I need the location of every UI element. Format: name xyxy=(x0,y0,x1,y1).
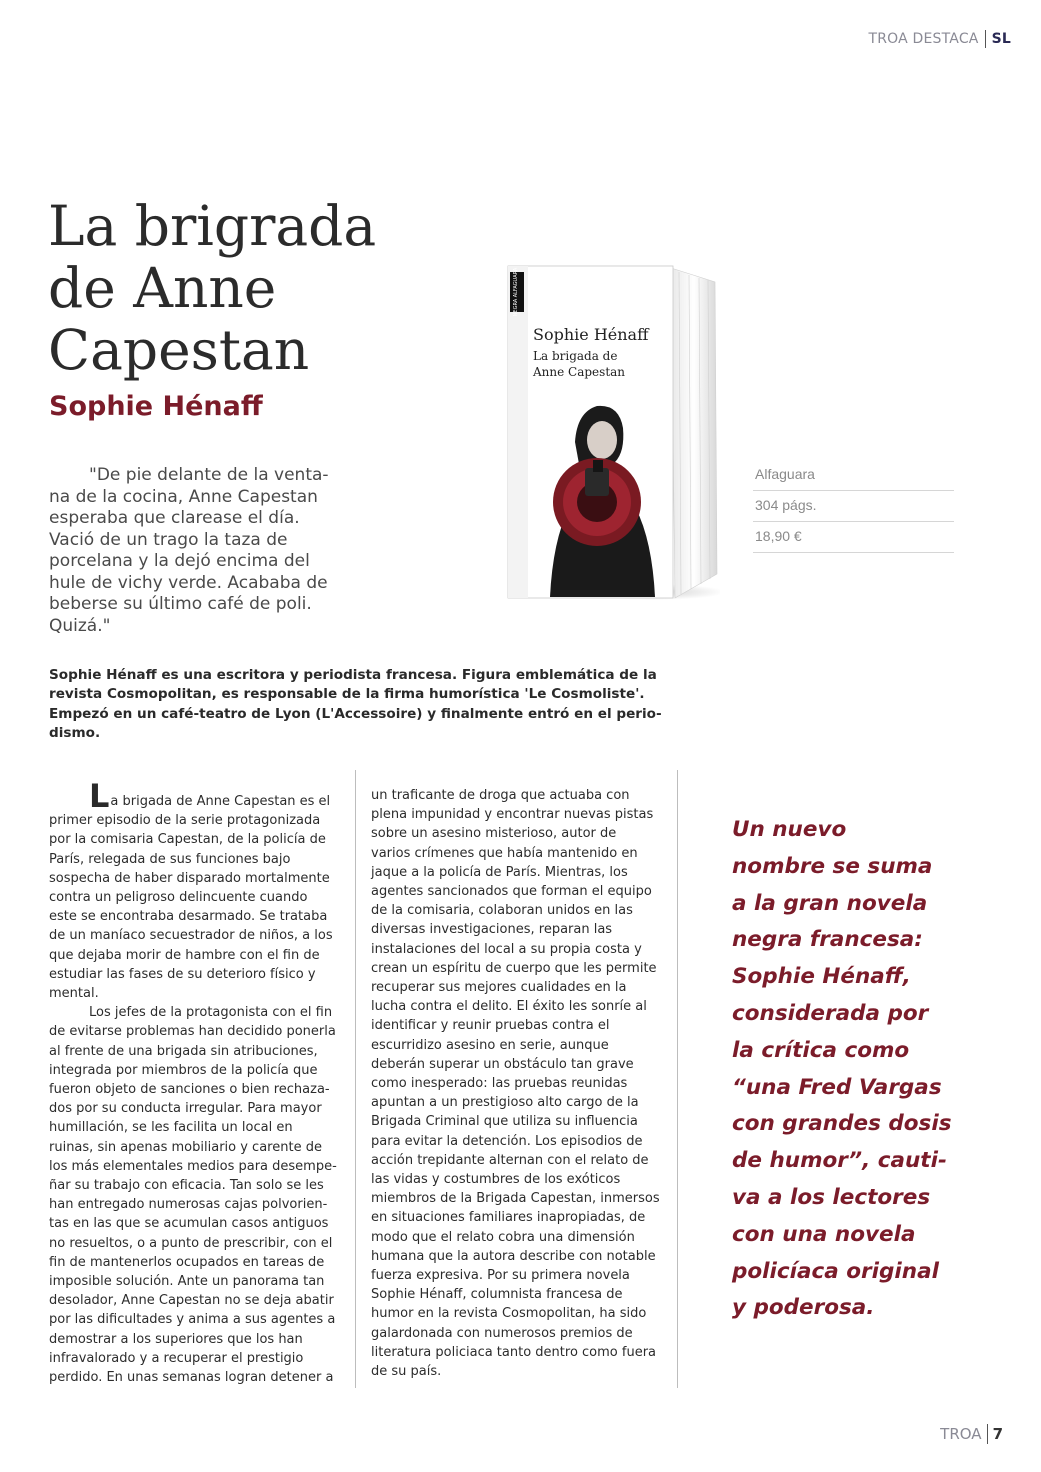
body-column-2 xyxy=(371,786,671,1381)
quote-line: Quizá." xyxy=(49,615,111,636)
cover-title-line: Anne Capestan xyxy=(533,365,626,379)
detail-publisher: Alfaguara xyxy=(753,460,954,491)
running-header xyxy=(868,30,1011,48)
body-line: fin de mantenerlos ocupados en tareas de xyxy=(49,1254,325,1270)
body-line: mental. xyxy=(49,986,99,1002)
body-line: no resueltos, o a punto de prescribir, con el xyxy=(49,1235,333,1251)
pull-quote-line: negra francesa: xyxy=(732,927,923,953)
body-line: de un maníaco secuestrador de niños, a los xyxy=(49,928,333,944)
body-line: sospecha de haber disparado mortalmente xyxy=(49,870,330,886)
quote-line: "De pie delante de la venta- xyxy=(89,465,329,485)
title-line: Capestan xyxy=(48,318,310,382)
body-line: los más elementales medios para desempe- xyxy=(49,1158,337,1174)
body-line: humana que la autora describe con notable xyxy=(371,1248,656,1264)
drop-cap: L xyxy=(89,777,110,815)
body-line: de evitarse problemas han decidido ponerla xyxy=(49,1024,336,1040)
pull-quote-line: “una Fred Vargas xyxy=(732,1074,942,1100)
book-details xyxy=(753,460,954,553)
body-line: identificar y reunir pruebas contra el xyxy=(371,1018,610,1034)
title-line: de Anne xyxy=(48,256,277,320)
pull-quote-line: nombre se suma xyxy=(732,853,933,879)
book-pages xyxy=(671,268,717,598)
body-line: miembros de la Brigada Capestan, inmersos xyxy=(371,1191,660,1207)
body-line: recuperar sus mejores cualidades en la xyxy=(371,980,627,996)
pull-quote-line: la crítica como xyxy=(732,1037,910,1063)
pull-quote-line: a la gran novela xyxy=(732,890,928,916)
quote-line: hule de vichy verde. Acababa de xyxy=(49,572,328,593)
page-footer xyxy=(940,1424,1003,1444)
body-line: han entregado numerosas cajas polvorien- xyxy=(49,1197,328,1213)
body-line: humor en la revista Cosmopolitan, ha sido xyxy=(371,1306,647,1322)
body-line: modo que el relato cobra una dimensión xyxy=(371,1229,635,1245)
body-line: fueron objeto de sanciones o bien rechaza- xyxy=(49,1082,330,1098)
book-cover-image xyxy=(505,262,720,602)
body-line: humillación, se les facilita un local en xyxy=(49,1120,293,1136)
body-line: las vidas y costumbres de los exóticos xyxy=(371,1172,621,1188)
body-line: ñar su trabajo con eficacia. Tan solo se les xyxy=(49,1178,324,1194)
footer-divider xyxy=(987,1424,988,1444)
body-line: integrada por miembros de la policía que xyxy=(49,1062,318,1078)
body-line: agentes sancionados que forman el equipo xyxy=(371,884,652,900)
body-line: por las dificultades y anima a sus agentes a xyxy=(49,1312,336,1328)
pull-quote-line: con una novela xyxy=(732,1221,916,1247)
pull-quote-line: policíaca original xyxy=(732,1258,939,1284)
series-label: NEGRA ALFAGUARA xyxy=(513,267,519,317)
body-line: que dejaba morir de hambre con el fin de xyxy=(49,947,320,963)
body-line: este se encontraba desarmado. Se trataba xyxy=(49,909,328,925)
column-rule xyxy=(677,770,678,1388)
body-line: escurridizo asesino en serie, aunque xyxy=(371,1037,609,1053)
section-code: SL xyxy=(991,31,1011,47)
pull-quote-line: Sophie Hénaff, xyxy=(732,964,911,990)
body-first-line: La brigada de Anne Capestan es el xyxy=(89,777,331,815)
detail-pages: 304 págs. xyxy=(753,491,954,522)
body-line: de la comisaria, colaboran unidos en las xyxy=(371,903,633,919)
bio-name: Sophie Hénaff xyxy=(49,667,157,683)
section-label: TROA DESTACA xyxy=(868,31,979,47)
pull-quote-line: Un nuevo xyxy=(732,817,847,842)
bio-line xyxy=(49,666,669,685)
body-line: por la comisaria Capestan, de la policía de xyxy=(49,832,326,848)
body-line: un traficante de droga que actuaba con xyxy=(371,788,630,803)
body-line: acción trepidante alternan con el relato de xyxy=(371,1152,649,1168)
body-line: sobre un asesino misterioso, autor de xyxy=(371,826,617,842)
quote-line: Vació de un trago la taza de xyxy=(49,529,288,550)
pull-quote-line: considerada por xyxy=(732,1000,929,1026)
body-line: tas en las que se acumulan casos antiguos xyxy=(49,1216,329,1232)
page-number: 7 xyxy=(992,1425,1003,1443)
body-line: demostrar a los superiores que los han xyxy=(49,1331,303,1347)
body-column-1 xyxy=(49,777,349,1387)
pull-quote xyxy=(732,812,962,1327)
body-line: París, relegada de sus funciones bajo xyxy=(49,851,291,867)
body-line: primer episodio de la serie protagonizada xyxy=(49,813,321,829)
body-line: plena impunidad y encontrar nuevas pistas xyxy=(371,807,654,823)
figure-face xyxy=(587,421,617,459)
body-line: en situaciones familiares inapropiadas, de xyxy=(371,1210,646,1226)
quote-line: porcelana y la dejó encima del xyxy=(49,551,310,571)
column-rule xyxy=(355,770,356,1388)
title-line: La brigrada xyxy=(48,194,377,258)
opening-quote xyxy=(49,465,349,637)
article-author: Sophie Hénaff xyxy=(49,391,263,422)
body-line: Brigada Criminal que utiliza su influencia xyxy=(371,1114,638,1130)
pull-quote-line: y poderosa. xyxy=(732,1295,875,1321)
pull-quote-line: de humor”, cauti- xyxy=(732,1148,947,1174)
body-line: desolador, Anne Capestan no se deja abatir xyxy=(49,1293,334,1309)
body-line: apuntan a un prestigioso alto cargo de la xyxy=(371,1095,639,1111)
body-line: jaque a la policía de París. Mientras, los xyxy=(371,864,628,880)
body-line: instalaciones del local a su propia costa y xyxy=(371,941,642,957)
body-line: galardonada con numerosos premios de xyxy=(371,1325,633,1341)
quote-line: na de la cocina, Anne Capestan xyxy=(49,486,318,507)
bio-line: Empezó en un café-teatro de Lyon (L'Accessoire) y finalmente entró en el perio- xyxy=(49,705,662,722)
body-line: varios crímenes que había mantenido en xyxy=(371,845,638,861)
body-line: al frente de una brigada sin atribuciones, xyxy=(49,1043,318,1059)
body-line: diversas investigaciones, reparan las xyxy=(371,922,613,938)
quote-line: beberse su último café de poli. xyxy=(49,594,312,614)
body-line: para evitar la detención. Los episodios de xyxy=(371,1133,643,1149)
body-line: perdido. En unas semanas logran detener a xyxy=(49,1370,334,1386)
pistol xyxy=(585,468,609,496)
body-line: contra un peligroso delincuente cuando xyxy=(49,890,308,906)
body-line: fuerza expresiva. Por su primera novela xyxy=(371,1268,630,1284)
pull-quote-line: va a los lectores xyxy=(732,1184,931,1210)
body-line: de su país. xyxy=(371,1364,442,1380)
body-line: estudiar las fases de su deterioro físico y xyxy=(49,966,316,982)
bio-line: dismo. xyxy=(49,724,101,741)
body-line: imposible solución. Ante un panorama tan xyxy=(49,1274,325,1290)
body-line: deberán superar un obstáculo tan grave xyxy=(371,1056,634,1072)
body-line: crean un espíritu de cuerpo que les permite xyxy=(371,960,657,976)
body-line: dos por su conducta irregular. Para mayor xyxy=(49,1101,322,1117)
bio-text: es una escritora y periodista francesa. Figura emblemática de la xyxy=(156,667,657,683)
cover-title-line: La brigada de xyxy=(533,349,618,363)
body-line: Sophie Hénaff, columnista francesa de xyxy=(371,1287,623,1303)
body-line: como inesperado: las pruebas reunidas xyxy=(371,1076,628,1092)
body-line: literatura policiaca tanto dentro como fuera xyxy=(371,1344,657,1360)
body-line: ruinas, sin apenas mobiliario y carente de xyxy=(49,1139,322,1155)
detail-price: 18,90 € xyxy=(753,522,954,553)
header-divider xyxy=(985,30,986,48)
cover-author: Sophie Hénaff xyxy=(533,325,649,344)
quote-line: esperaba que clarease el día. xyxy=(49,508,300,528)
body-line: Los jefes de la protagonista con el fin xyxy=(89,1005,333,1021)
pull-quote-line: con grandes dosis xyxy=(732,1111,952,1137)
author-bio xyxy=(49,666,669,743)
magazine-name: TROA xyxy=(940,1425,982,1443)
body-line: infravalorado y a recuperar el prestigio xyxy=(49,1350,304,1366)
article-title xyxy=(48,195,468,381)
bio-line: revista Cosmopolitan, es responsable de la firma humorística 'Le Cosmoliste'. xyxy=(49,686,645,703)
body-line: lucha contra el delito. El éxito les sonríe al xyxy=(371,999,647,1015)
